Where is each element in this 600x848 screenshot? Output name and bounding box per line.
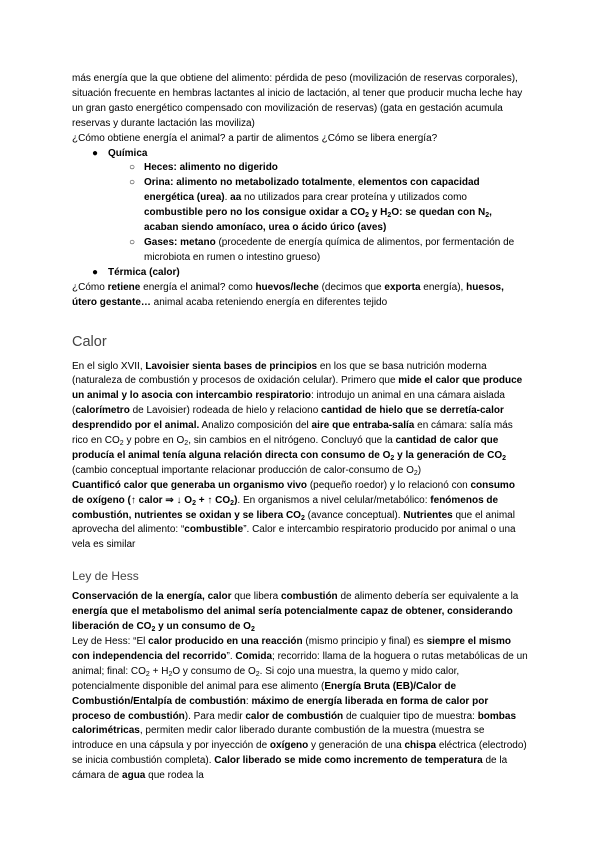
list-item-termica: ● Térmica (calor) xyxy=(72,266,528,281)
list-item-heces: ○ Heces: alimento no digerido xyxy=(72,161,528,176)
circle-bullet-icon: ○ xyxy=(129,236,136,248)
intro-paragraph: más energía que la que obtiene del alimento: pérdida de peso (movilización de reservas corporales), situación frecuente en hembras lactantes al inicio de lactación, al tener que producir mucha leche hay un gran gasto energético compensado con movilización de reservas) (gata en gestación acumula reservas y durante lactación las moviliza) xyxy=(72,73,523,129)
energy-list xyxy=(72,147,528,281)
hess-paragraph-conservation: Conservación de la energía, calor que libera combustión de alimento debería ser equivalente a la energía que el metabolismo del animal sería potencialmente capaz de obtener, considerando liberación de $CO_2$ y un consumo de $O_2$ xyxy=(72,591,519,634)
bullet-icon: ● xyxy=(92,147,99,159)
calor-paragraph-oxygen: Cuantificó calor que generaba un organismo vivo (pequeño roedor) y lo relacionó con consumo de oxígeno (↑ calor ⇒ ↓ $O_2$ + ↑ $CO_2$). En organismos a nivel celular/metabólico: fenómenos de combustión, nutrientes se oxidan y se libera $CO_2$ (avance conceptual). Nutrientes que el animal aprovecha del alimento: “combustible”. Calor e intercambio respiratorio producido por animal o una vela es similar xyxy=(72,479,516,551)
calor-paragraph-lavoisier: En el siglo XVII, Lavoisier sienta bases de principios en los que se basa nutrición moderna (naturaleza de combustión y procesos de oxidación celular). Primero que mide el calor que produce un animal y lo asocia con intercambio respiratorio: introdujo un animal en una cámara aislada (calorímetro de Lavoisier) rodeada de hielo y relaciono cantidad de hielo que se derretía-calor desprendido por el animal. Analizo composición del aire que entraba-salía en cámara: salía más rico en $CO_2$ y pobre en $O_2$, sin cambios en el nitrógeno. Concluyó que la cantidad de calor que producía el animal tenía alguna relación directa con consumo de $O_2$ y la generación de $CO_2$ (cambio conceptual importante relacionar producción de calor-consumo de $O_2$) xyxy=(72,360,523,477)
section-heading-calor: Calor xyxy=(72,333,107,350)
circle-bullet-icon: ○ xyxy=(129,162,136,174)
retention-paragraph: ¿Cómo retiene energía el animal? como huevos/leche (decimos que exporta energía), huesos, útero gestante… animal acaba reteniendo energía en diferentes tejido xyxy=(72,281,504,308)
hess-paragraph-law: Ley de Hess: “El calor producido en una reacción (mismo principio y final) es siempre el mismo con independencia del recorrido”. Comida; recorrido: llama de la hoguera o rutas metabólicas de un animal; final: $CO_2 + H_2O$ y consumo de $O_2$. Si cojo una muestra, la quemo y mido calor, potencialmente disponible del animal para ese alimento (Energía Bruta (EB)/Calor de Combustión/Entalpía de combustión: máximo de energía liberada en forma de calor por proceso de combustión). Para medir calor de combustión de cualquier tipo de muestra: bombas calorimétricas, permiten medir calor liberado durante combustión de la muestra (muestra se introduce en una cápsula y por inyección de oxígeno y generación de una chispa eléctrica (electrodo) se inicia combustión completa). Calor liberado se mide como incremento de temperatura de la cámara de agua que rodea la xyxy=(72,636,528,782)
section-heading-ley-de-hess: Ley de Hess xyxy=(72,569,139,584)
list-item-gases: ○ Gases: metano (procedente de energía química de alimentos, por fermentación de microbiota en rumen o intestino grueso) xyxy=(129,236,515,263)
list-item-orina: ○ Orina: alimento no metabolizado totalmente, elementos con capacidad energética (urea). aa no utilizados para crear proteína y utilizados como combustible pero no los consigue oxidar a $CO_2$ y $H_2O$: se quedan con $N_2$, acaban siendo amoníaco, urea o ácido úrico (aves) xyxy=(129,177,492,234)
document-page xyxy=(72,72,528,784)
circle-bullet-icon: ○ xyxy=(129,177,136,189)
intro-question: ¿Cómo obtiene energía el animal? a partir de alimentos ¿Cómo se libera energía? xyxy=(72,132,438,144)
list-item-quimica: ● Química xyxy=(72,147,528,162)
bullet-icon: ● xyxy=(92,266,99,278)
